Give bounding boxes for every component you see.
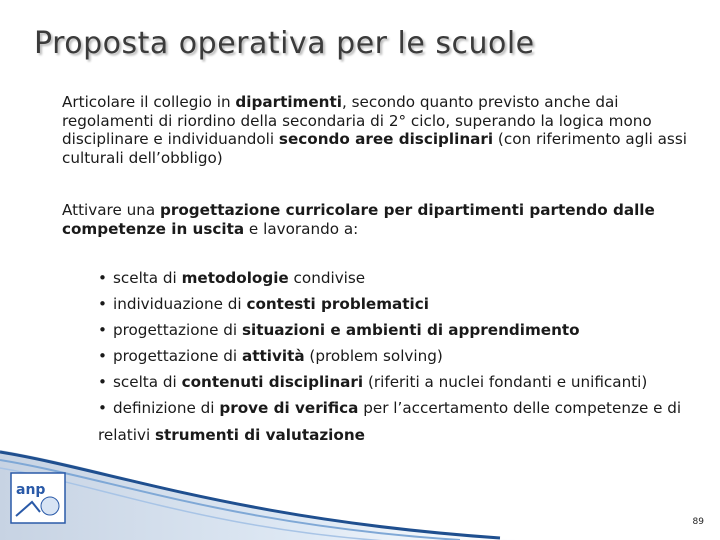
bullet-dot: • xyxy=(98,321,107,340)
bullet-dot: • xyxy=(98,399,107,418)
bold-text: progettazione curricolare per dipartimenti partendo dalle competenze in uscita xyxy=(62,201,655,238)
bold-text: secondo aree disciplinari xyxy=(278,130,494,148)
text-run: scelta di xyxy=(112,373,182,392)
bullet-dot: • xyxy=(98,373,107,392)
bold-text: strumenti di valutazione xyxy=(155,425,365,444)
text-run: individuazione di xyxy=(112,295,247,314)
decorative-wave xyxy=(0,430,720,540)
slide-title: Proposta operativa per le scuole xyxy=(34,26,535,61)
bold-text: dipartimenti xyxy=(235,93,342,111)
bullet-dot: • xyxy=(98,347,107,366)
text-run: Attivare una xyxy=(62,201,161,219)
list-item xyxy=(98,317,698,343)
page-number: 89 xyxy=(692,517,704,527)
text-run: scelta di xyxy=(112,269,182,287)
bullet-list xyxy=(98,265,698,448)
text-run: (riferiti a nuclei fondanti e unificanti) xyxy=(363,373,648,392)
text-run: progettazione di xyxy=(112,321,242,340)
text-run: condivise xyxy=(288,269,366,287)
svg-text:anp: anp xyxy=(16,482,46,498)
text-run: , secondo quanto previsto anche dai regolamenti di riordino della secondaria di 2° ciclo, superando la logica mono disciplinare e individuandoli xyxy=(62,93,652,148)
bold-text: contenuti disciplinari xyxy=(181,373,364,392)
text-run: (con riferimento agli assi culturali dell’obbligo) xyxy=(62,130,687,167)
text-run: (problem solving) xyxy=(304,347,443,366)
list-item xyxy=(98,265,698,291)
text-run: per l’accertamento delle competenze e di relativi xyxy=(98,399,682,444)
paragraph-progettazione xyxy=(62,201,702,238)
paragraph-dipartimenti xyxy=(62,93,702,167)
text-run: e lavorando a: xyxy=(244,219,359,238)
bold-text: contesti problematici xyxy=(246,295,429,314)
bold-text: situazioni e ambienti di apprendimento xyxy=(241,321,580,340)
bold-text: attività xyxy=(241,347,305,366)
bold-text: prove di verifica xyxy=(219,399,359,418)
bold-text: metodologie xyxy=(181,269,289,287)
list-item xyxy=(98,369,698,395)
list-item xyxy=(98,343,698,369)
text-run: progettazione di xyxy=(112,347,242,366)
text-run: Articolare il collegio in xyxy=(62,93,236,111)
list-item xyxy=(98,291,698,317)
bullet-dot: • xyxy=(98,295,107,314)
bullet-dot: • xyxy=(98,269,107,287)
text-run: definizione di xyxy=(112,399,220,418)
anp-logo xyxy=(10,472,66,524)
